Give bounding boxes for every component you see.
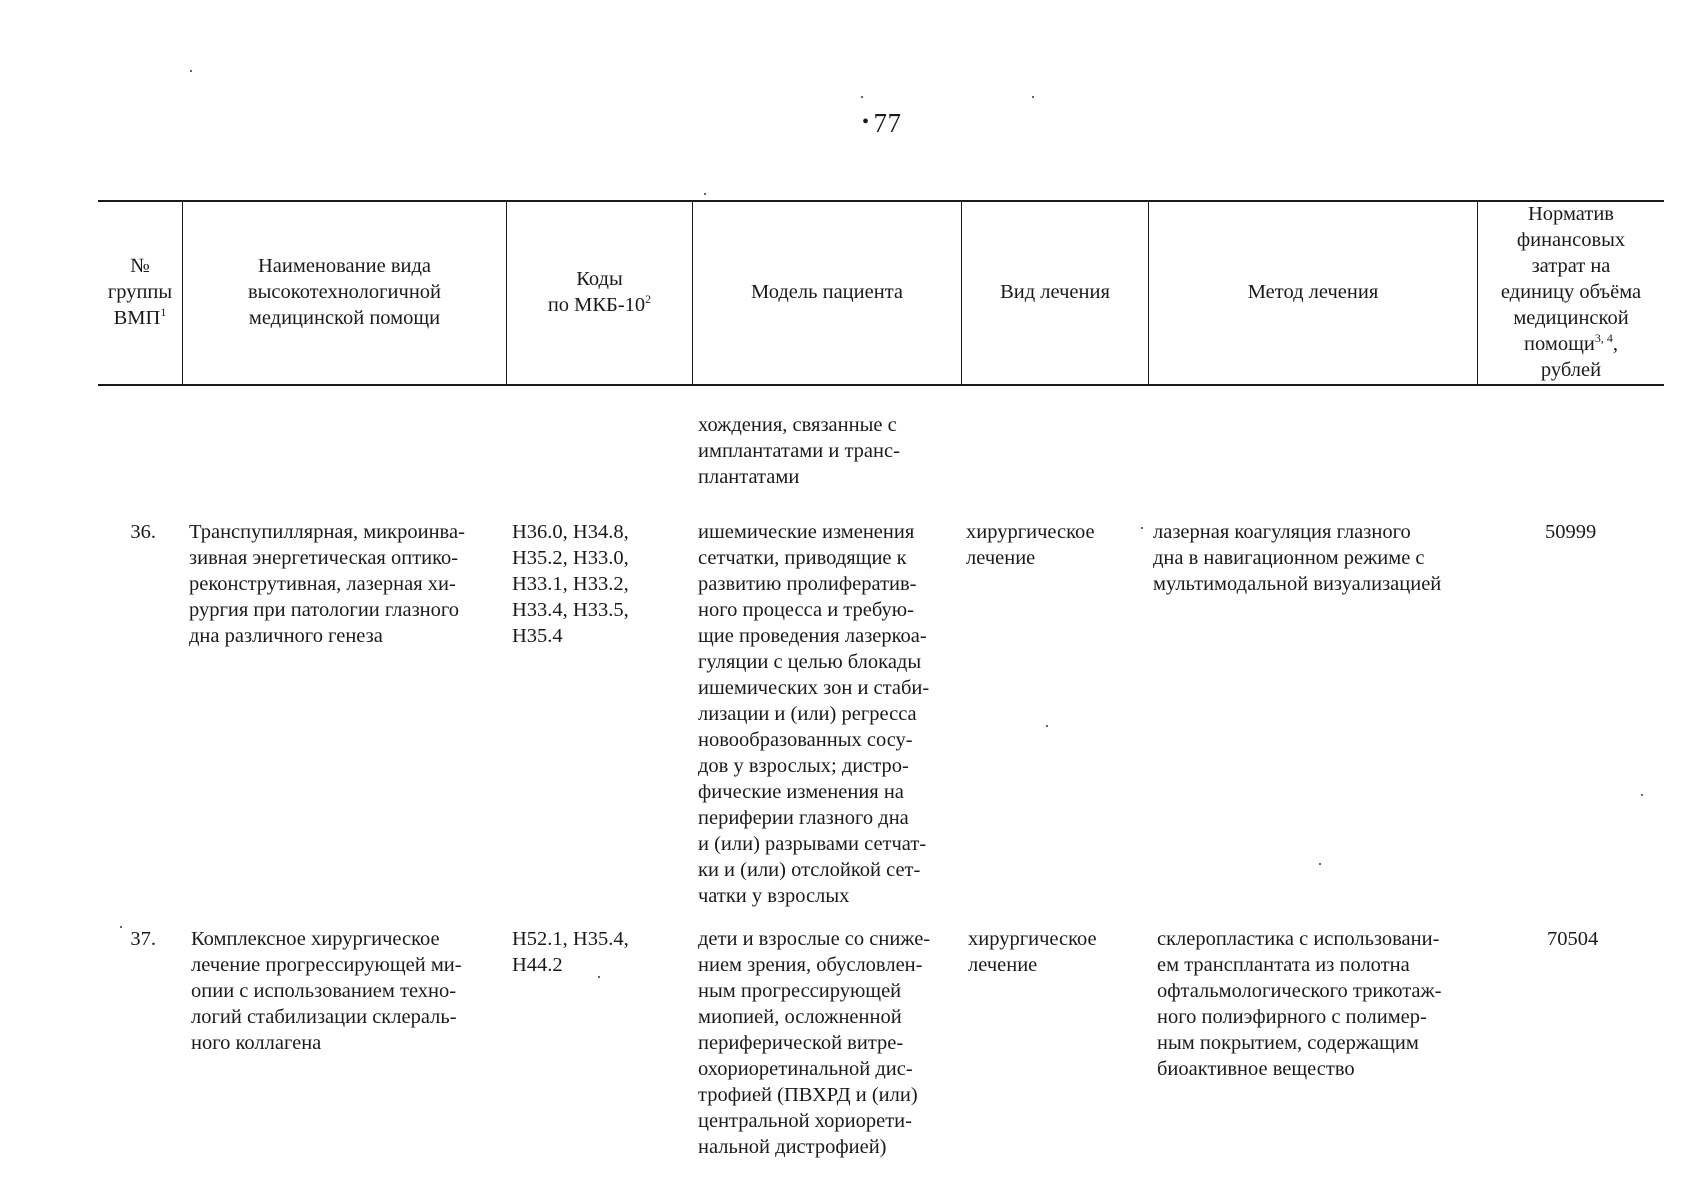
- header-treatment-type: Вид лечения: [1000, 281, 1110, 303]
- row-36-cost: 50999: [1545, 521, 1597, 543]
- row-37-cost: 70504: [1547, 928, 1599, 950]
- row-37-patient-model: дети и взрослые со сниже- нием зрения, обусловлен- ным прогрессирующей миопией, осложненной периферической витре- охориоретинальной дис- трофией (ПВХРД и (или) центральной хориорети- нальной дистрофией): [698, 928, 931, 1158]
- row-36-treatment-type: хирургическое лечение: [966, 521, 1095, 569]
- scan-speck: [120, 926, 122, 928]
- scan-speck: [1641, 794, 1643, 796]
- header-name: Наименование вида высокотехнологичной медицинской помощи: [247, 255, 442, 329]
- row-37-treatment-type: хирургическое лечение: [968, 928, 1097, 976]
- row-37-codes: H52.1, H35.4, H44.2: [512, 928, 629, 976]
- header-codes: Коды по МКБ-$10^2$: [547, 268, 652, 316]
- header-patient-model: Модель пациента: [751, 281, 903, 303]
- header-treatment-method: Метод лечения: [1247, 281, 1379, 303]
- scan-speck: [1032, 96, 1034, 98]
- scan-speck: [1141, 527, 1143, 529]
- header-group-number: № группы ВМП$^1$: [107, 255, 173, 329]
- scan-speck: [1319, 863, 1321, 865]
- scan-speck: [861, 96, 863, 98]
- scan-speck: [598, 976, 600, 978]
- header-cost-norm: Норматив финансовых затрат на единицу объёма медицинской помощи$^{3, 4}$, рублей: [1500, 203, 1642, 381]
- continuation-patient-model: хождения, связанные с имплантатами и транс- плантатами: [698, 414, 900, 488]
- row-37-name: Комплексное хирургическое лечение прогрессирующей ми- опии с использованием техно- логий стабилизации склераль- ного коллагена: [191, 928, 462, 1054]
- page-number: • 77: [862, 108, 902, 138]
- row-36-number: 36.: [130, 521, 156, 543]
- row-36-codes: H36.0, H34.8, H35.2, H33.0, H33.1, H33.2, H33.4, H33.5, H35.4: [512, 521, 629, 647]
- scan-speck: [1046, 725, 1048, 727]
- row-36-name: Транспупиллярная, микроинва- зивная энергетическая оптико- реконструтивная, лазерная хи- рургия при патологии глазного дна различного генеза: [189, 521, 465, 647]
- scan-speck: [704, 193, 706, 195]
- table-header-bottom-rule: [98, 384, 1664, 386]
- row-37-treatment-method: склеропластика с использовани- ем трансплантата из полотна офтальмологического трикотаж- ного полиэфирного с полимер- ным покрытием, содержащим биоактивное вещество: [1157, 928, 1442, 1080]
- row-36-patient-model: ишемические изменения сетчатки, приводящие к развитию пролифератив- ного процесса и требую- щие проведения лазеркоа- гуляции с целью блокады ишемических зон и стаби- лизации и (или) регресса новообразованных сосу- дов у взрослых; дистро- фические изменения на периферии глазного дна и (или) разрывами сетчат- ки и (или) отслойкой сет- чатки у взрослых: [698, 521, 930, 907]
- scan-speck: [190, 70, 192, 72]
- row-36-treatment-method: лазерная коагуляция глазного дна в навигационном режиме с мультимодальной визуализацией: [1153, 521, 1442, 595]
- row-37-number: 37.: [130, 928, 156, 950]
